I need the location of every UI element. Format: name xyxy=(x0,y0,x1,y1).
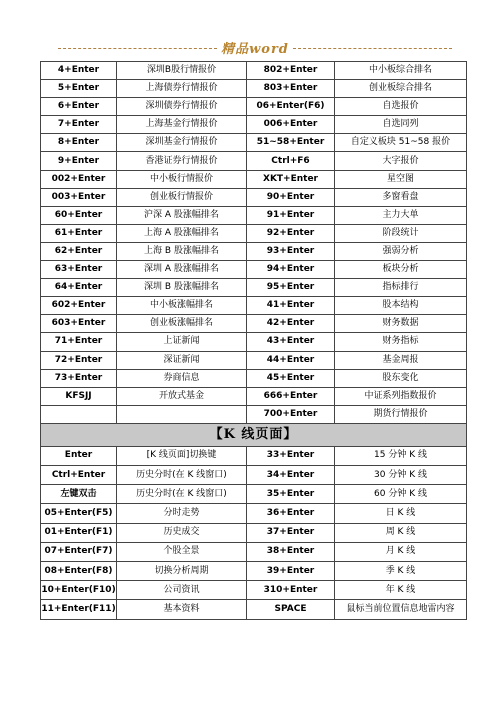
shortcut-key: 07+Enter(F7) xyxy=(41,542,117,561)
shortcut-key: 700+Enter xyxy=(247,405,335,423)
shortcut-key: KFSJJ xyxy=(41,387,117,405)
shortcut-function: 主力大单 xyxy=(335,206,467,224)
shortcut-function: 15 分钟 K 线 xyxy=(335,446,467,465)
table-row xyxy=(41,170,467,188)
shortcut-function: 阶段统计 xyxy=(335,224,467,242)
shortcut-key: 34+Enter xyxy=(247,466,335,485)
shortcut-key: 33+Enter xyxy=(247,446,335,465)
shortcut-function: 深圳B股行情报价 xyxy=(117,62,247,80)
shortcut-function: 中证系列指数报价 xyxy=(335,387,467,405)
table-row xyxy=(41,242,467,260)
shortcut-key: 5+Enter xyxy=(41,80,117,98)
section-title-row xyxy=(41,423,467,446)
shortcut-key: 10+Enter(F10) xyxy=(41,581,117,600)
table-row xyxy=(41,152,467,170)
shortcut-key: 42+Enter xyxy=(247,315,335,333)
shortcut-table xyxy=(40,61,467,620)
shortcut-function: 分时走势 xyxy=(117,504,247,523)
shortcut-key: 01+Enter(F1) xyxy=(41,523,117,542)
table-row xyxy=(41,504,467,523)
shortcut-function: 财务指标 xyxy=(335,333,467,351)
shortcut-key: 63+Enter xyxy=(41,261,117,279)
shortcut-key: 92+Enter xyxy=(247,224,335,242)
table-row xyxy=(41,562,467,581)
table-row xyxy=(41,80,467,98)
shortcut-function: 板块分析 xyxy=(335,261,467,279)
shortcut-function: 中小板行情报价 xyxy=(117,170,247,188)
shortcut-function: 自选报价 xyxy=(335,98,467,116)
shortcut-key: 602+Enter xyxy=(41,297,117,315)
shortcut-function: 基本资料 xyxy=(117,600,247,619)
k-line-section-header xyxy=(41,423,467,446)
shortcut-key: 94+Enter xyxy=(247,261,335,279)
table-row xyxy=(41,62,467,80)
shortcut-function: 上海基金行情报价 xyxy=(117,116,247,134)
shortcut-key: 803+Enter xyxy=(247,80,335,98)
shortcut-function: 股本结构 xyxy=(335,297,467,315)
shortcut-function: 券商信息 xyxy=(117,369,247,387)
shortcut-function: 深圳债券行情报价 xyxy=(117,98,247,116)
shortcut-key: 62+Enter xyxy=(41,242,117,260)
shortcut-key: 39+Enter xyxy=(247,562,335,581)
shortcut-key: 05+Enter(F5) xyxy=(41,504,117,523)
shortcut-function: 个股全景 xyxy=(117,542,247,561)
section-title: 【K 线页面】 xyxy=(41,423,467,446)
shortcut-function: 香港证券行情报价 xyxy=(117,152,247,170)
shortcut-function: 上海债券行情报价 xyxy=(117,80,247,98)
shortcut-key: 310+Enter xyxy=(247,581,335,600)
shortcut-key: 73+Enter xyxy=(41,369,117,387)
shortcut-function: 鼠标当前位置信息地雷内容 xyxy=(335,600,467,619)
shortcut-key: 06+Enter(F6) xyxy=(247,98,335,116)
shortcut-key: 6+Enter xyxy=(41,98,117,116)
shortcut-function: 中小板涨幅排名 xyxy=(117,297,247,315)
shortcut-function: 沪深 A 股涨幅排名 xyxy=(117,206,247,224)
table-row xyxy=(41,351,467,369)
shortcut-function: 深圳 B 股涨幅排名 xyxy=(117,279,247,297)
shortcut-function: [K 线页面]切换键 xyxy=(117,446,247,465)
shortcut-function: 日 K 线 xyxy=(335,504,467,523)
shortcut-function: 上海 B 股涨幅排名 xyxy=(117,242,247,260)
page-header xyxy=(58,36,452,58)
shortcut-key: 7+Enter xyxy=(41,116,117,134)
table-row xyxy=(41,98,467,116)
header-title: 精品word xyxy=(221,41,289,57)
shortcut-key: 90+Enter xyxy=(247,188,335,206)
table-row xyxy=(41,523,467,542)
k-line-section xyxy=(41,446,467,619)
header-dashed-line-right xyxy=(293,48,452,49)
shortcut-function: 切换分析周期 xyxy=(117,562,247,581)
table-row xyxy=(41,542,467,561)
shortcut-function: 季 K 线 xyxy=(335,562,467,581)
table-row xyxy=(41,581,467,600)
table-row xyxy=(41,279,467,297)
shortcut-function: 大字报价 xyxy=(335,152,467,170)
shortcut-key: 71+Enter xyxy=(41,333,117,351)
shortcut-function: 月 K 线 xyxy=(335,542,467,561)
top-section xyxy=(41,62,467,424)
shortcut-key: 603+Enter xyxy=(41,315,117,333)
shortcut-key: 666+Enter xyxy=(247,387,335,405)
shortcut-function: 开放式基金 xyxy=(117,387,247,405)
table-row xyxy=(41,446,467,465)
shortcut-key: 36+Enter xyxy=(247,504,335,523)
shortcut-function: 历史成交 xyxy=(117,523,247,542)
shortcut-key: 9+Enter xyxy=(41,152,117,170)
shortcut-function: 财务数据 xyxy=(335,315,467,333)
shortcut-function: 历史分时(在 K 线窗口) xyxy=(117,485,247,504)
shortcut-key: 37+Enter xyxy=(247,523,335,542)
shortcut-function: 股东变化 xyxy=(335,369,467,387)
shortcut-function: 创业板行情报价 xyxy=(117,188,247,206)
shortcut-function: 基金周报 xyxy=(335,351,467,369)
shortcut-key: 802+Enter xyxy=(247,62,335,80)
shortcut-key: 002+Enter xyxy=(41,170,117,188)
table-row xyxy=(41,116,467,134)
shortcut-function: 强弱分析 xyxy=(335,242,467,260)
shortcut-function: 上海 A 股涨幅排名 xyxy=(117,224,247,242)
table-row xyxy=(41,224,467,242)
table-row xyxy=(41,188,467,206)
shortcut-key: 44+Enter xyxy=(247,351,335,369)
shortcut-function: 星空图 xyxy=(335,170,467,188)
table-row xyxy=(41,297,467,315)
shortcut-function: 30 分钟 K 线 xyxy=(335,466,467,485)
shortcut-key: 38+Enter xyxy=(247,542,335,561)
table-row xyxy=(41,333,467,351)
shortcut-function: 历史分时(在 K 线窗口) xyxy=(117,466,247,485)
table-row xyxy=(41,600,467,619)
shortcut-function: 指标排行 xyxy=(335,279,467,297)
shortcut-function: 周 K 线 xyxy=(335,523,467,542)
shortcut-function: 深证新闻 xyxy=(117,351,247,369)
shortcut-key: 45+Enter xyxy=(247,369,335,387)
shortcut-function: 中小板综合排名 xyxy=(335,62,467,80)
shortcut-key: 4+Enter xyxy=(41,62,117,80)
table-row xyxy=(41,387,467,405)
shortcut-key: 95+Enter xyxy=(247,279,335,297)
shortcut-key: 左键双击 xyxy=(41,485,117,504)
table-row xyxy=(41,369,467,387)
shortcut-key: Enter xyxy=(41,446,117,465)
shortcut-function: 期货行情报价 xyxy=(335,405,467,423)
shortcut-function: 深圳基金行情报价 xyxy=(117,134,247,152)
shortcut-key: 72+Enter xyxy=(41,351,117,369)
shortcut-key: 61+Enter xyxy=(41,224,117,242)
shortcut-function: 自选同列 xyxy=(335,116,467,134)
shortcut-key: XKT+Enter xyxy=(247,170,335,188)
shortcut-key: 11+Enter(F11) xyxy=(41,600,117,619)
table-row xyxy=(41,466,467,485)
shortcut-key: 35+Enter xyxy=(247,485,335,504)
shortcut-key xyxy=(41,405,117,423)
shortcut-function xyxy=(117,405,247,423)
table-row xyxy=(41,206,467,224)
shortcut-key: 51~58+Enter xyxy=(247,134,335,152)
shortcut-key: 43+Enter xyxy=(247,333,335,351)
shortcut-key: 003+Enter xyxy=(41,188,117,206)
shortcut-function: 多窗看盘 xyxy=(335,188,467,206)
shortcut-key: 60+Enter xyxy=(41,206,117,224)
shortcut-key: Ctrl+F6 xyxy=(247,152,335,170)
shortcut-key: Ctrl+Enter xyxy=(41,466,117,485)
table-row xyxy=(41,315,467,333)
shortcut-key: 41+Enter xyxy=(247,297,335,315)
shortcut-function: 公司资讯 xyxy=(117,581,247,600)
table-row xyxy=(41,485,467,504)
table-row xyxy=(41,261,467,279)
shortcut-function: 自定义板块 51~58 报价 xyxy=(335,134,467,152)
shortcut-key: 006+Enter xyxy=(247,116,335,134)
table-row xyxy=(41,134,467,152)
shortcut-key: 08+Enter(F8) xyxy=(41,562,117,581)
shortcut-function: 创业板涨幅排名 xyxy=(117,315,247,333)
shortcut-function: 60 分钟 K 线 xyxy=(335,485,467,504)
shortcut-function: 年 K 线 xyxy=(335,581,467,600)
shortcut-key: 91+Enter xyxy=(247,206,335,224)
shortcut-function: 深圳 A 股涨幅排名 xyxy=(117,261,247,279)
shortcut-key: SPACE xyxy=(247,600,335,619)
shortcut-function: 创业板综合排名 xyxy=(335,80,467,98)
header-dashed-line-left xyxy=(58,48,217,49)
shortcut-function: 上证新闻 xyxy=(117,333,247,351)
shortcut-key: 93+Enter xyxy=(247,242,335,260)
table-row xyxy=(41,405,467,423)
shortcut-key: 64+Enter xyxy=(41,279,117,297)
shortcut-key: 8+Enter xyxy=(41,134,117,152)
